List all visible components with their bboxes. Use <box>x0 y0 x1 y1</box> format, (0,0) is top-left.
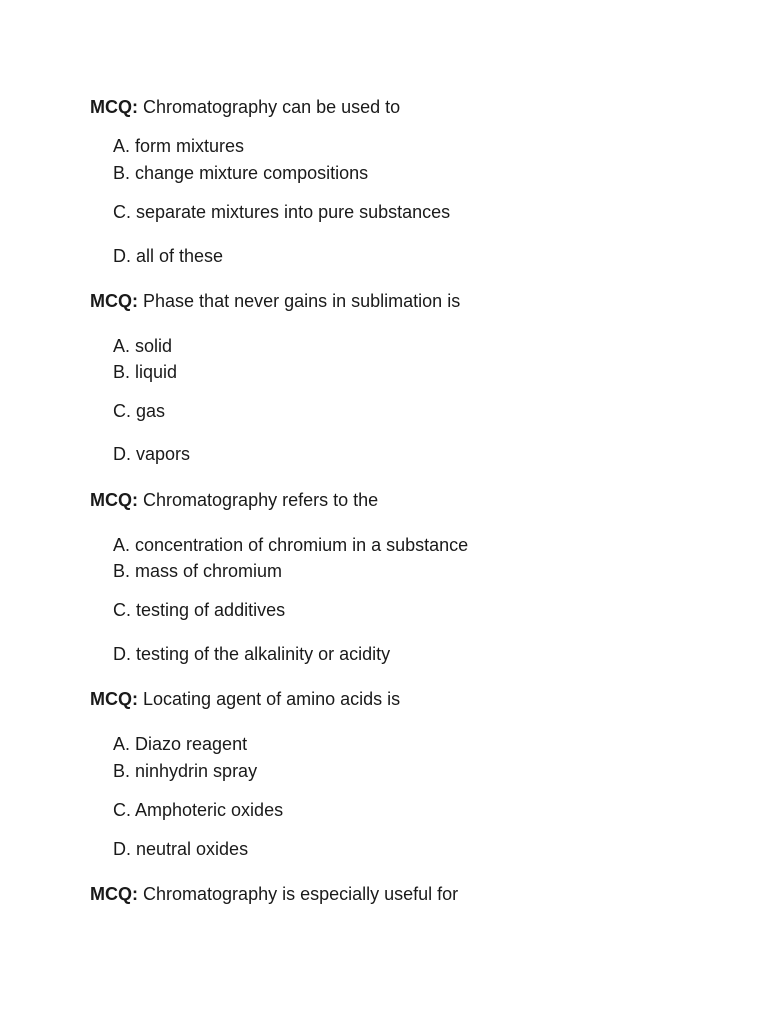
question-prefix: MCQ: <box>90 689 138 709</box>
question-4 <box>90 688 400 710</box>
option-a: A. Diazo reagent <box>113 734 248 754</box>
question-text: Phase that never gains in sublimation is <box>143 291 461 311</box>
question-prefix: MCQ: <box>90 490 138 510</box>
option-a: A. concentration of chromium in a substance <box>113 535 469 555</box>
question-prefix: MCQ: <box>90 884 138 904</box>
option-b: B. liquid <box>113 362 178 382</box>
question-prefix: MCQ: <box>90 97 138 117</box>
option-b: B. ninhydrin spray <box>113 761 258 781</box>
question-5 <box>90 883 458 905</box>
question-1 <box>90 96 400 118</box>
question-text: Chromatography refers to the <box>143 490 379 510</box>
question-text: Chromatography can be used to <box>143 97 401 117</box>
question-prefix: MCQ: <box>90 291 138 311</box>
question-text: Chromatography is especially useful for <box>143 884 459 904</box>
option-d: D. all of these <box>113 246 224 266</box>
option-d: D. vapors <box>113 444 191 464</box>
option-b: B. mass of chromium <box>113 561 283 581</box>
option-c: C. separate mixtures into pure substances <box>113 202 451 222</box>
option-b: B. change mixture compositions <box>113 163 369 183</box>
option-c: C. gas <box>113 401 166 421</box>
option-a: A. form mixtures <box>113 136 245 156</box>
question-3 <box>90 489 378 511</box>
option-c: C. testing of additives <box>113 600 286 620</box>
question-text: Locating agent of amino acids is <box>143 689 401 709</box>
option-c: C. Amphoteric oxides <box>113 800 284 820</box>
option-d: D. testing of the alkalinity or acidity <box>113 644 391 664</box>
question-2 <box>90 290 460 312</box>
option-d: D. neutral oxides <box>113 839 249 859</box>
option-a: A. solid <box>113 336 173 356</box>
